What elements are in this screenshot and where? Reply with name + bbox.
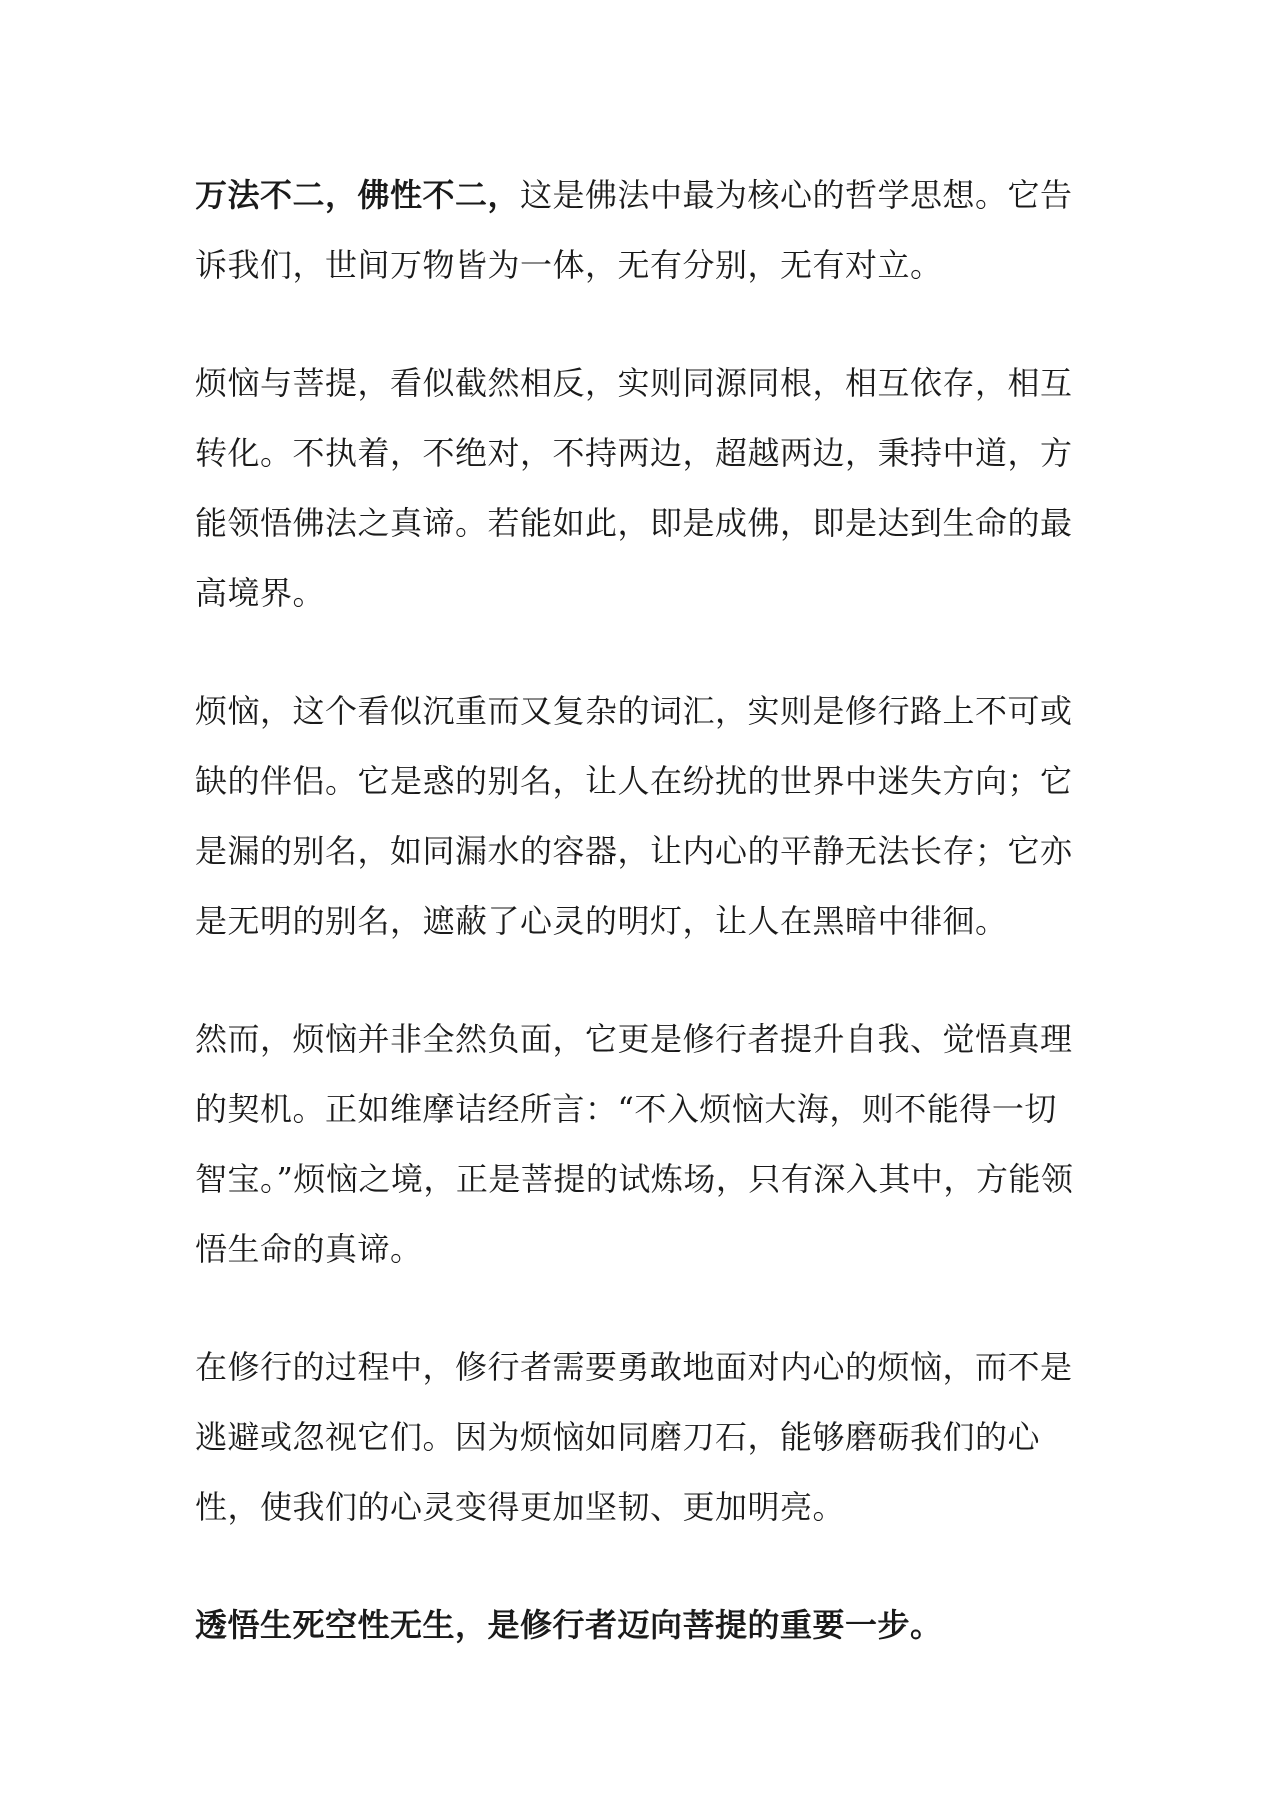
paragraph-6-bold-lead: 透悟生死空性无生，是修行者迈向菩提的重要一步。 (195, 1606, 943, 1644)
paragraph-5 (195, 1332, 1085, 1542)
paragraph-2-text: 烦恼与菩提，看似截然相反，实则同源同根，相互依存，相互转化。不执着，不绝对，不持两边，超越两边，秉持中道，方能领悟佛法之真谛。若能如此，即是成佛，即是达到生命的最高境界。 (195, 364, 1073, 612)
paragraph-3 (195, 676, 1085, 956)
paragraph-6 (195, 1590, 1085, 1660)
paragraph-4 (195, 1004, 1085, 1284)
paragraph-1 (195, 160, 1085, 300)
paragraph-5-text: 在修行的过程中，修行者需要勇敢地面对内心的烦恼，而不是逃避或忽视它们。因为烦恼如同磨刀石，能够磨砺我们的心性，使我们的心灵变得更加坚韧、更加明亮。 (195, 1348, 1073, 1526)
paragraph-2 (195, 348, 1085, 628)
paragraph-1-text: 这是佛法中最为核心的哲学思想。它告诉我们，世间万物皆为一体，无有分别，无有对立。 (195, 176, 1073, 284)
paragraph-4-text: 然而，烦恼并非全然负面，它更是修行者提升自我、觉悟真理的契机。正如维摩诘经所言：“不入烦恼大海，则不能得一切智宝。”烦恼之境，正是菩提的试炼场，只有深入其中，方能领悟生命的真谛。 (195, 1020, 1074, 1268)
paragraph-3-text: 烦恼，这个看似沉重而又复杂的词汇，实则是修行路上不可或缺的伴侣。它是惑的别名，让人在纷扰的世界中迷失方向；它是漏的别名，如同漏水的容器，让内心的平静无法长存；它亦是无明的别名，遮蔽了心灵的明灯，让人在黑暗中徘徊。 (195, 692, 1073, 940)
paragraph-1-bold-lead: 万法不二，佛性不二， (195, 176, 521, 214)
document-body (195, 160, 1085, 1708)
